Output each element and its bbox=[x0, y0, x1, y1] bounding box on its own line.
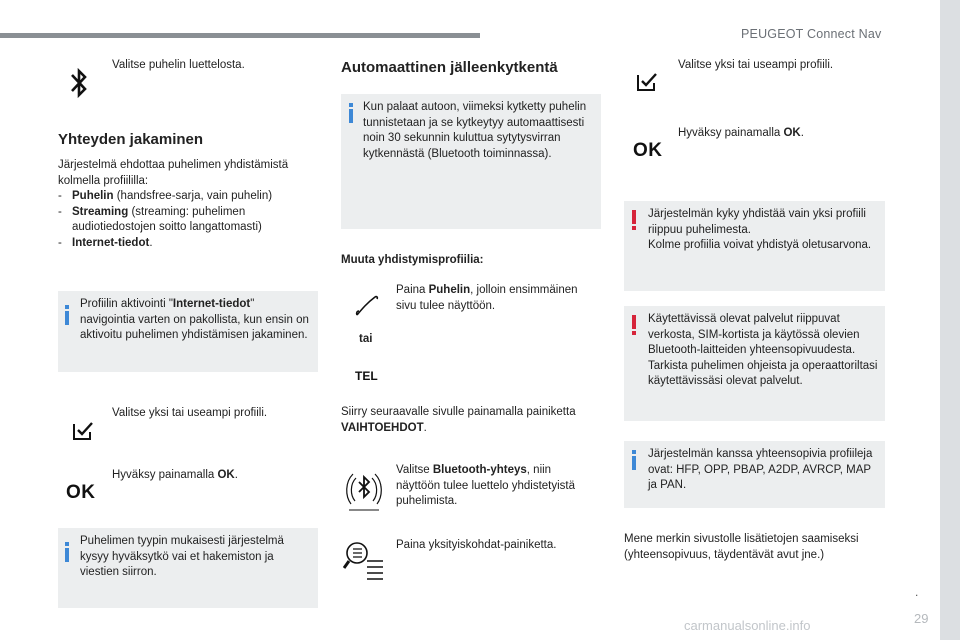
page-header-title: PEUGEOT Connect Nav bbox=[741, 27, 882, 41]
info-note-reconnect bbox=[341, 94, 601, 229]
info-icon bbox=[632, 450, 636, 470]
profile-name: Streaming bbox=[72, 205, 129, 218]
press-phone-text: Paina Puhelin, jolloin ensimmäinen sivu tulee näyttöön. bbox=[396, 284, 578, 312]
profile-desc: . bbox=[149, 236, 153, 249]
warning-note-text: Järjestelmän kyky yhdistää vain yksi profiili riippuu puhelimesta. Kolme profiilia voivat yhdistyä oletusarvona. bbox=[648, 208, 872, 251]
warning-note-services bbox=[624, 306, 885, 421]
bluetooth-icon bbox=[68, 66, 90, 100]
select-profiles-text: Valitse yksi tai useampi profiili. bbox=[112, 407, 268, 419]
info-note-text: Profiilin aktivointi "Internet-tiedot" navigointia varten on pakollista, kun ensin on aktivoitu puhelimen yhdistämisen jakaminen. bbox=[80, 298, 309, 341]
ok-icon: OK bbox=[66, 482, 96, 503]
sharing-intro bbox=[58, 158, 316, 251]
info-icon bbox=[65, 305, 69, 325]
page-number: 29 bbox=[914, 611, 929, 626]
section-heading-auto-reconnect: Automaattinen jälleenkytkentä bbox=[341, 59, 558, 76]
brand-site-footer-text: Mene merkin sivustolle lisätietojen saamiseksi (yhteensopivuus, täydentävät avut jne.) bbox=[624, 533, 859, 561]
ok-icon: OK bbox=[633, 140, 663, 161]
page-continuation-dots: . bbox=[915, 585, 919, 599]
watermark-text: carmanualsonline.info bbox=[684, 618, 811, 633]
section-heading-sharing: Yhteyden jakaminen bbox=[58, 131, 204, 148]
info-note-text: Kun palaat autoon, viimeksi kytketty puhelin tunnistetaan ja se kytkeytyy automaattisesti noin 30 sekunnin kuluttua sytytysvirran kytkennästä (Bluetooth toiminnassa). bbox=[363, 101, 587, 160]
checkbox-icon bbox=[72, 421, 94, 441]
profile-item-streaming bbox=[58, 205, 316, 236]
list-dash: - bbox=[58, 190, 62, 202]
press-details-text: Paina yksityiskohdat-painiketta. bbox=[396, 539, 557, 551]
profile-list bbox=[58, 189, 316, 251]
change-profile-subheading: Muuta yhdistymisprofiilia: bbox=[341, 254, 484, 266]
header-rule bbox=[0, 33, 480, 38]
warning-note-one-profile bbox=[624, 201, 885, 291]
profile-name: Internet-tiedot bbox=[72, 236, 150, 249]
warning-icon bbox=[632, 210, 636, 230]
info-note-compatible-profiles bbox=[624, 441, 885, 508]
info-note-transfer bbox=[58, 528, 318, 608]
confirm-ok-text: Hyväksy painamalla OK. bbox=[112, 469, 238, 481]
info-note-text: Järjestelmän kanssa yhteensopivia profiileja ovat: HFP, OPP, PBAP, A2DP, AVRCP, MAP ja PAN. bbox=[648, 448, 873, 491]
tel-button-icon: TEL bbox=[355, 369, 378, 383]
info-note-internet bbox=[58, 291, 318, 372]
info-note-text: Puhelimen tyypin mukaisesti järjestelmä kysyy hyväksytkö vai et hakemiston ja viestien siirron. bbox=[80, 535, 284, 578]
options-instruction: Siirry seuraavalle sivulle painamalla painiketta VAIHTOEHDOT. bbox=[341, 406, 576, 434]
checkbox-icon bbox=[636, 72, 658, 92]
profile-item-phone bbox=[58, 189, 316, 205]
profile-item-internet bbox=[58, 236, 316, 252]
profile-name: Puhelin bbox=[72, 190, 114, 202]
info-icon bbox=[65, 542, 69, 562]
select-bluetooth-text: Valitse Bluetooth-yhteys, niin näyttöön tulee luettelo yhdistetyistä puhelimista. bbox=[396, 464, 576, 507]
bluetooth-connection-icon bbox=[343, 464, 385, 512]
select-phone-text: Valitse puhelin luettelosta. bbox=[112, 59, 245, 71]
sharing-intro-text: Järjestelmä ehdottaa puhelimen yhdistämistä kolmella profiililla: bbox=[58, 159, 289, 187]
list-dash: - bbox=[58, 236, 62, 249]
phone-handset-icon bbox=[353, 291, 381, 319]
details-search-icon bbox=[343, 537, 385, 581]
select-profiles-text: Valitse yksi tai useampi profiili. bbox=[678, 59, 834, 71]
info-icon bbox=[349, 103, 353, 123]
profile-desc: (handsfree-sarja, vain puhelin) bbox=[113, 190, 273, 202]
or-label: tai bbox=[359, 333, 373, 345]
confirm-ok-text: Hyväksy painamalla OK. bbox=[678, 127, 804, 139]
list-dash: - bbox=[58, 205, 62, 218]
warning-note-text: Käytettävissä olevat palvelut riippuvat verkosta, SIM-kortista ja käytössä olevien Bluetooth-laitteiden yhteensopivuudesta. Tarkista puhelimen ohjeista ja operaattoriltasi käytettävissäsi olevat palvelut. bbox=[648, 313, 878, 387]
warning-icon bbox=[632, 315, 636, 335]
page-edge-strip bbox=[940, 0, 960, 640]
profile-desc: (streaming: puhelimen audiotiedostojen soitto langattomasti) bbox=[72, 205, 262, 233]
